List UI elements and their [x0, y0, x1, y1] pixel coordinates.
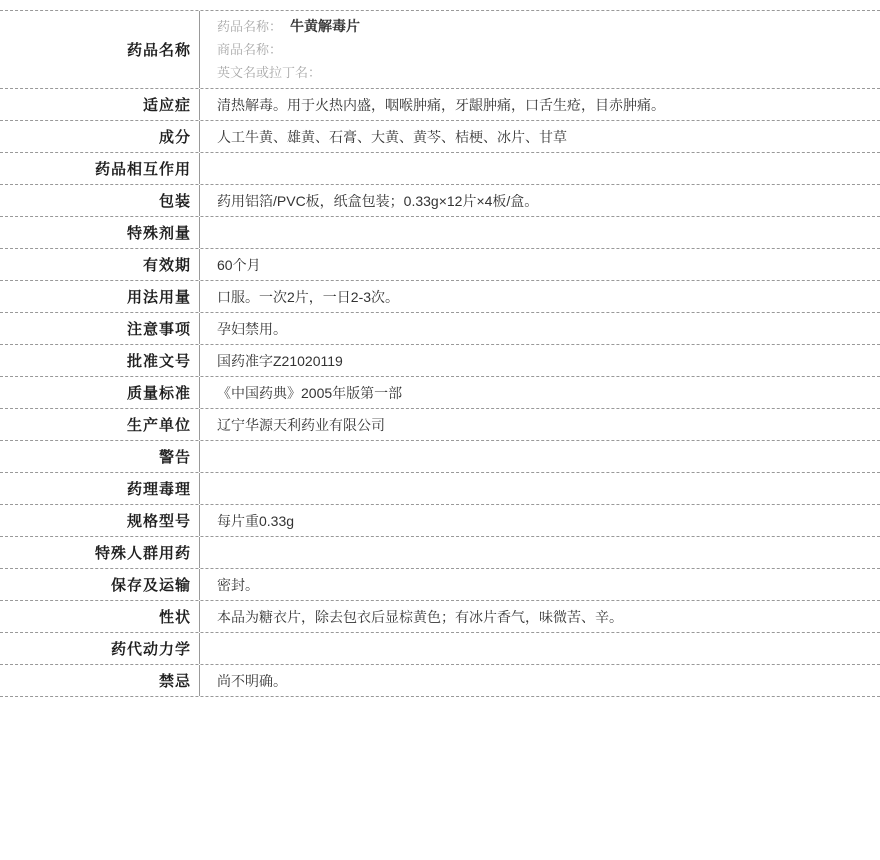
row-label: 质量标准 [0, 377, 200, 408]
row-label: 禁忌 [0, 665, 200, 696]
row-label: 保存及运输 [0, 569, 200, 600]
table-row-pharmacology-toxicology [0, 473, 880, 505]
field-trade-name [217, 38, 290, 61]
row-value: 本品为糖衣片，除去包衣后显棕黄色；有冰片香气，味微苦、辛。 [217, 608, 623, 625]
row-value: 人工牛黄、雄黄、石膏、大黄、黄芩、桔梗、冰片、甘草 [217, 128, 567, 145]
row-value [200, 473, 880, 504]
row-value [200, 441, 880, 472]
table-row-packaging [0, 185, 880, 217]
table-row-pharmacokinetics [0, 633, 880, 665]
table-row-precautions [0, 313, 880, 345]
row-label: 规格型号 [0, 505, 200, 536]
row-value [200, 633, 880, 664]
row-value: 尚不明确。 [217, 672, 287, 689]
table-row-approval-number [0, 345, 880, 377]
row-label: 注意事项 [0, 313, 200, 344]
table-row-contraindications [0, 665, 880, 697]
row-label: 有效期 [0, 249, 200, 280]
row-value: 国药准字Z21020119 [217, 352, 343, 369]
row-value: 辽宁华源天利药业有限公司 [217, 416, 385, 433]
row-value: 60个月 [217, 256, 261, 273]
row-label: 特殊人群用药 [0, 537, 200, 568]
table-row-usage-dosage [0, 281, 880, 313]
field-english-name [217, 61, 329, 84]
row-label: 药代动力学 [0, 633, 200, 664]
row-label: 批准文号 [0, 345, 200, 376]
row-value: 密封。 [217, 576, 259, 593]
table-row-storage-transport [0, 569, 880, 601]
field-label: 英文名或拉丁名： [217, 65, 322, 80]
row-label: 药品名称 [0, 11, 200, 88]
field-value: 牛黄解毒片 [290, 18, 361, 34]
field-drug-name [217, 15, 360, 38]
drug-name-fields [200, 11, 880, 88]
row-value [200, 217, 880, 248]
row-label: 警告 [0, 441, 200, 472]
row-label: 用法用量 [0, 281, 200, 312]
table-row-warning [0, 441, 880, 473]
table-row-drug-name [0, 11, 880, 89]
table-row-manufacturer [0, 409, 880, 441]
row-label: 成分 [0, 121, 200, 152]
field-label: 商品名称： [217, 42, 283, 57]
row-value: 药用铝箔/PVC板，纸盒包装；0.33g×12片×4板/盒。 [217, 192, 539, 209]
row-value [200, 537, 880, 568]
row-label: 药理毒理 [0, 473, 200, 504]
row-value [200, 153, 880, 184]
row-value: 口服。一次2片，一日2-3次。 [217, 288, 400, 305]
table-row-special-dosage [0, 217, 880, 249]
row-label: 性状 [0, 601, 200, 632]
table-row-indications [0, 89, 880, 121]
table-row-quality-standard [0, 377, 880, 409]
table-row-drug-interactions [0, 153, 880, 185]
row-label: 适应症 [0, 89, 200, 120]
field-label: 药品名称： [217, 19, 283, 34]
row-value: 清热解毒。用于火热内盛，咽喉肿痛，牙龈肿痛，口舌生疮，目赤肿痛。 [217, 96, 665, 113]
row-label: 特殊剂量 [0, 217, 200, 248]
drug-info-table [0, 10, 880, 697]
row-value: 每片重0.33g [217, 512, 295, 529]
row-value: 《中国药典》2005年版第一部 [217, 384, 403, 401]
table-row-shelf-life [0, 249, 880, 281]
table-row-ingredients [0, 121, 880, 153]
row-label: 药品相互作用 [0, 153, 200, 184]
row-value: 孕妇禁用。 [217, 320, 287, 337]
row-label: 包装 [0, 185, 200, 216]
table-row-description [0, 601, 880, 633]
table-row-special-populations [0, 537, 880, 569]
table-row-specification [0, 505, 880, 537]
row-label: 生产单位 [0, 409, 200, 440]
